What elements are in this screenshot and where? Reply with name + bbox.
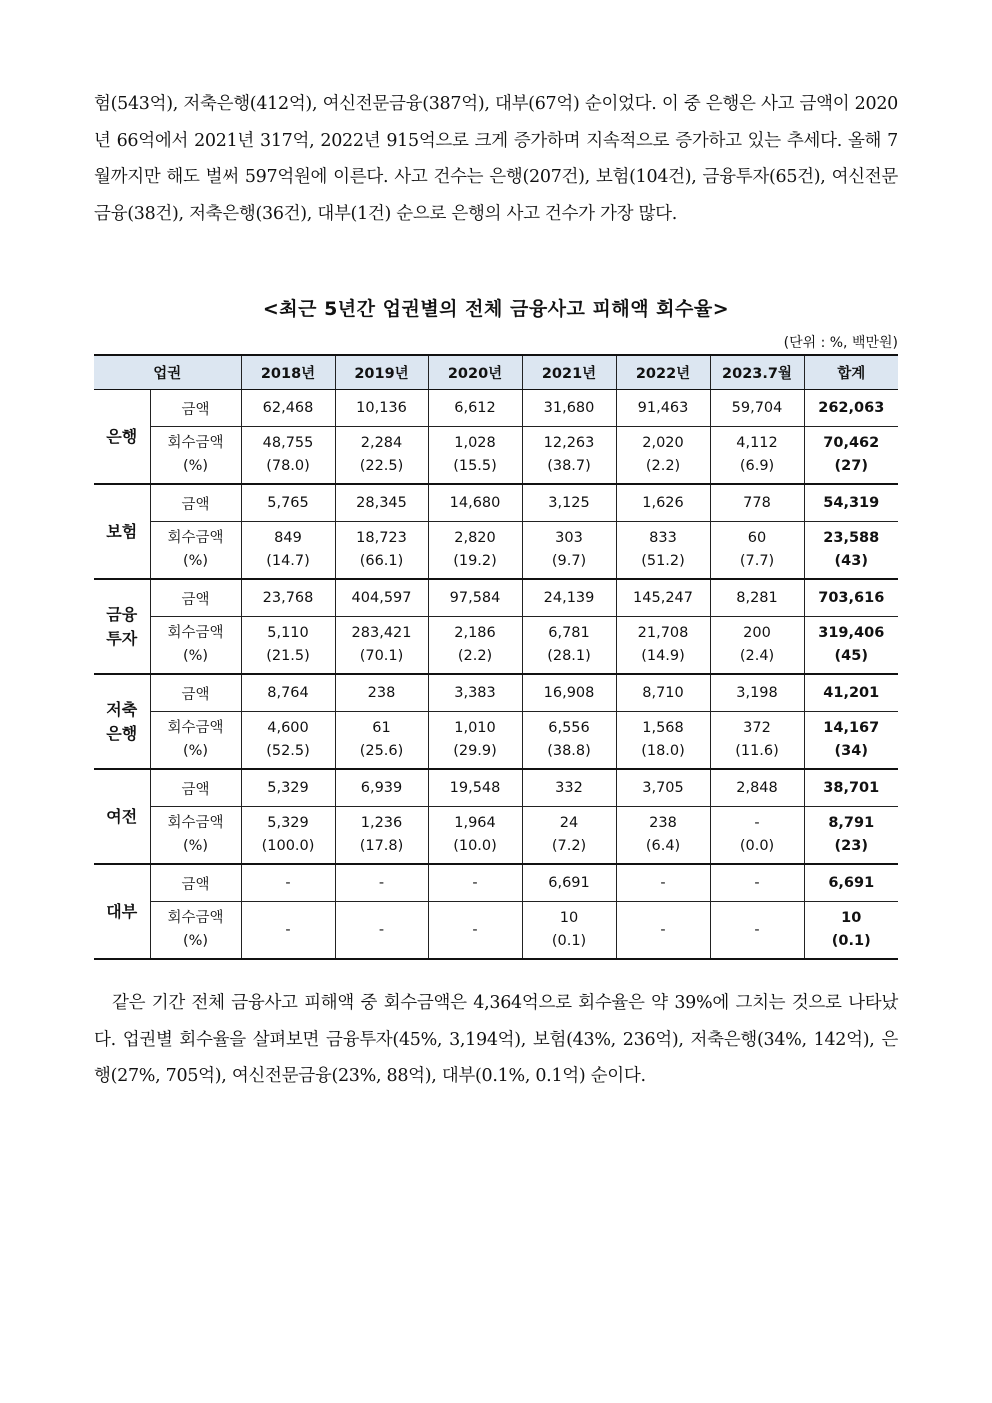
recovery-value: 12,263	[543, 435, 595, 451]
total-recovery-cell	[804, 427, 898, 485]
recovery-cell	[428, 807, 522, 865]
row-label	[150, 712, 241, 770]
recovery-cell	[428, 712, 522, 770]
recovery-value: 4,600	[267, 720, 309, 736]
recovery-label: 회수금액	[167, 720, 224, 736]
rate-value: (2.2)	[457, 648, 493, 664]
recovery-cell: -	[335, 902, 428, 960]
amount-cell: 5,329	[241, 769, 335, 807]
recovery-cell	[616, 617, 710, 675]
amount-cell: 59,704	[710, 390, 804, 427]
rate-value: (51.2)	[641, 553, 685, 569]
table-row	[94, 579, 898, 617]
table-title: <최근 5년간 업권별의 전체 금융사고 피해액 회수율>	[262, 298, 730, 320]
industry-cell: 여전	[94, 769, 150, 864]
recovery-value: 283,421	[351, 625, 412, 641]
header-cell: 업권	[94, 355, 241, 390]
table-row	[94, 674, 898, 712]
rate-value: (7.2)	[551, 838, 587, 854]
rate-value: (2.4)	[739, 648, 775, 664]
amount-cell: 28,345	[335, 484, 428, 522]
rate-value: (17.8)	[359, 838, 404, 854]
amount-cell: 6,612	[428, 390, 522, 427]
recovery-value: 849	[274, 530, 302, 546]
recovery-value: 238	[649, 815, 677, 831]
recovery-cell	[522, 427, 616, 485]
rate-value: (70.1)	[359, 648, 404, 664]
rate-value: (6.4)	[645, 838, 681, 854]
header-cell: 2018년	[241, 355, 335, 390]
recovery-value: 200	[743, 625, 771, 641]
amount-cell: -	[335, 864, 428, 902]
industry-line: 금융	[106, 604, 138, 624]
recovery-cell: -	[241, 902, 335, 960]
total-recovery-cell	[804, 807, 898, 865]
recovery-cell	[241, 427, 335, 485]
recovery-value: 1,568	[642, 720, 684, 736]
amount-cell: 404,597	[335, 579, 428, 617]
table-row	[94, 484, 898, 522]
amount-cell: 8,764	[241, 674, 335, 712]
header-cell: 2021년	[522, 355, 616, 390]
header-cell: 2019년	[335, 355, 428, 390]
rate-value: (21.5)	[266, 648, 310, 664]
rate-value: (7.7)	[739, 553, 775, 569]
table-row	[94, 522, 898, 580]
amount-cell: 3,198	[710, 674, 804, 712]
percent-label: (%)	[182, 458, 209, 474]
amount-cell: 24,139	[522, 579, 616, 617]
header-cell: 2020년	[428, 355, 522, 390]
rate-value: (9.7)	[551, 553, 587, 569]
rate-value: (6.9)	[739, 458, 775, 474]
total-recovery-cell	[804, 712, 898, 770]
amount-cell: 238	[335, 674, 428, 712]
recovery-value: 2,020	[642, 435, 684, 451]
recovery-value: 5,110	[267, 625, 309, 641]
intro-paragraph: 험(543억), 저축은행(412억), 여신전문금융(387억), 대부(67억) 순이었다. 이 중 은행은 사고 금액이 2020년 66억에서 2021년 317억, 2022년 915억으로 크게 증가하며 지속적으로 증가하고 있는 추세다. 올해 7월까지만 해도 벌써 597억원에 이른다. 사고 건수는 은행(207건), 보험(104건), 금융투자(65건), 여신전문금융(38건), 저축은행(36건), 대부(1건) 순으로 은행의 사고 건수가 가장 많다.	[94, 94, 898, 224]
rate-value: (0.1)	[551, 933, 587, 949]
recovery-label: 회수금액	[167, 530, 224, 546]
rate-value: (25.6)	[359, 743, 404, 759]
recovery-label: 회수금액	[167, 815, 224, 831]
summary-paragraph: 같은 기간 전체 금융사고 피해액 중 회수금액은 4,364억으로 회수율은 약 39%에 그치는 것으로 나타났다. 업권별 회수율을 살펴보면 금융투자(45%, 3,194억), 보험(43%, 236억), 저축은행(34%, 142억), 은행(27%, 705억), 여신전문금융(23%, 88억), 대부(0.1%, 0.1억) 순이다.	[94, 993, 898, 1086]
recovery-cell	[241, 617, 335, 675]
recovery-cell	[335, 712, 428, 770]
unit-note: (단위 : %, 백만원)	[783, 335, 898, 351]
rate-value: (2.2)	[645, 458, 681, 474]
table-row	[94, 712, 898, 770]
recovery-cell	[335, 427, 428, 485]
row-label: 금액	[150, 769, 241, 807]
recovery-value: 70,462	[823, 435, 880, 451]
rate-value: (28.1)	[547, 648, 591, 664]
recovery-cell	[710, 427, 804, 485]
amount-cell: -	[428, 864, 522, 902]
rate-value: (66.1)	[359, 553, 404, 569]
table-row	[94, 427, 898, 485]
amount-cell: 19,548	[428, 769, 522, 807]
header-cell: 합계	[804, 355, 898, 390]
amount-cell: 10,136	[335, 390, 428, 427]
recovery-cell	[710, 712, 804, 770]
rate-value: (78.0)	[266, 458, 310, 474]
rate-value: (22.5)	[359, 458, 404, 474]
industry-cell	[94, 579, 150, 674]
amount-cell: 97,584	[428, 579, 522, 617]
amount-cell: 778	[710, 484, 804, 522]
percent-label: (%)	[182, 648, 209, 664]
recovery-value: 1,964	[454, 815, 496, 831]
recovery-value: 48,755	[262, 435, 314, 451]
rate-value: (38.7)	[547, 458, 591, 474]
row-label: 금액	[150, 864, 241, 902]
recovery-cell	[522, 902, 616, 960]
total-cell: 6,691	[804, 864, 898, 902]
recovery-label: 회수금액	[167, 910, 224, 926]
header-cell: 2023.7월	[710, 355, 804, 390]
amount-cell: 91,463	[616, 390, 710, 427]
amount-cell: 2,848	[710, 769, 804, 807]
recovery-cell	[522, 617, 616, 675]
recovery-value: 18,723	[356, 530, 407, 546]
total-cell: 38,701	[804, 769, 898, 807]
industry-cell	[94, 674, 150, 769]
recovery-cell	[428, 427, 522, 485]
recovery-cell	[522, 712, 616, 770]
amount-cell: 31,680	[522, 390, 616, 427]
recovery-value: 4,112	[736, 435, 778, 451]
recovery-cell	[616, 427, 710, 485]
recovery-cell	[710, 617, 804, 675]
recovery-value: 24	[559, 815, 579, 831]
table-row	[94, 617, 898, 675]
recovery-value: 833	[649, 530, 677, 546]
row-label	[150, 522, 241, 580]
recovery-cell	[616, 807, 710, 865]
recovery-value: 8,791	[828, 815, 875, 831]
recovery-cell	[241, 807, 335, 865]
row-label: 금액	[150, 674, 241, 712]
rate-value: (45)	[834, 648, 868, 664]
amount-cell: 6,691	[522, 864, 616, 902]
industry-line: 저축	[106, 699, 138, 719]
table-row	[94, 807, 898, 865]
recovery-value: 21,708	[637, 625, 689, 641]
amount-cell: 3,383	[428, 674, 522, 712]
industry-line: 은행	[106, 723, 138, 743]
total-cell: 703,616	[804, 579, 898, 617]
rate-value: (15.5)	[453, 458, 497, 474]
recovery-cell	[335, 617, 428, 675]
rate-value: (19.2)	[453, 553, 497, 569]
recovery-value: 60	[747, 530, 767, 546]
recovery-value: 6,781	[548, 625, 590, 641]
percent-label: (%)	[182, 933, 209, 949]
rate-value: (11.6)	[735, 743, 779, 759]
amount-cell: 3,705	[616, 769, 710, 807]
recovery-cell	[710, 522, 804, 580]
recovery-label: 회수금액	[167, 625, 224, 641]
recovery-cell: -	[428, 902, 522, 960]
rate-value: (43)	[834, 553, 868, 569]
rate-value: (0.0)	[739, 838, 775, 854]
recovery-cell	[241, 522, 335, 580]
recovery-cell	[616, 522, 710, 580]
total-cell: 262,063	[804, 390, 898, 427]
recovery-cell: -	[710, 902, 804, 960]
total-recovery-cell	[804, 617, 898, 675]
amount-cell: 8,281	[710, 579, 804, 617]
row-label: 금액	[150, 579, 241, 617]
amount-cell: 23,768	[241, 579, 335, 617]
amount-cell: 145,247	[616, 579, 710, 617]
industry-cell: 보험	[94, 484, 150, 579]
recovery-value: 1,236	[360, 815, 403, 831]
amount-cell: 8,710	[616, 674, 710, 712]
recovery-cell	[522, 807, 616, 865]
industry-cell: 대부	[94, 864, 150, 959]
recovery-value: 10	[559, 910, 579, 926]
recovery-cell	[428, 522, 522, 580]
rate-value: (14.9)	[641, 648, 685, 664]
table-row	[94, 390, 898, 427]
recovery-value: 2,186	[454, 625, 496, 641]
recovery-cell	[335, 807, 428, 865]
amount-cell: 1,626	[616, 484, 710, 522]
recovery-cell	[522, 522, 616, 580]
recovery-value: 61	[372, 720, 391, 736]
total-cell: 41,201	[804, 674, 898, 712]
recovery-cell: -	[616, 902, 710, 960]
recovery-cell	[335, 522, 428, 580]
total-recovery-cell	[804, 902, 898, 960]
rate-value: (27)	[834, 458, 868, 474]
rate-value: (18.0)	[641, 743, 685, 759]
recovery-table	[94, 354, 898, 960]
recovery-value: 1,028	[454, 435, 496, 451]
percent-label: (%)	[182, 743, 209, 759]
recovery-value: 5,329	[267, 815, 309, 831]
header-cell: 2022년	[616, 355, 710, 390]
amount-cell: 62,468	[241, 390, 335, 427]
industry-cell: 은행	[94, 390, 150, 485]
table-row	[94, 902, 898, 960]
amount-cell: 3,125	[522, 484, 616, 522]
total-cell: 54,319	[804, 484, 898, 522]
row-label	[150, 807, 241, 865]
recovery-value: 2,820	[454, 530, 496, 546]
recovery-value: 23,588	[823, 530, 880, 546]
rate-value: (23)	[834, 838, 868, 854]
recovery-value: 6,556	[548, 720, 590, 736]
recovery-value: 372	[743, 720, 771, 736]
recovery-value: 10	[841, 910, 862, 926]
row-label	[150, 902, 241, 960]
row-label	[150, 617, 241, 675]
amount-cell: 332	[522, 769, 616, 807]
recovery-cell	[616, 712, 710, 770]
amount-cell: 14,680	[428, 484, 522, 522]
recovery-value: -	[754, 815, 760, 831]
percent-label: (%)	[182, 553, 209, 569]
recovery-cell	[710, 807, 804, 865]
rate-value: (52.5)	[266, 743, 310, 759]
table-row	[94, 769, 898, 807]
row-label: 금액	[150, 484, 241, 522]
rate-value: (29.9)	[453, 743, 497, 759]
recovery-cell	[428, 617, 522, 675]
amount-cell: -	[241, 864, 335, 902]
recovery-value: 319,406	[818, 625, 885, 641]
total-recovery-cell	[804, 522, 898, 580]
row-label: 금액	[150, 390, 241, 427]
recovery-value: 303	[555, 530, 583, 546]
recovery-value: 2,284	[360, 435, 403, 451]
header-row	[94, 355, 898, 390]
industry-line: 투자	[106, 628, 138, 648]
rate-value: (38.8)	[547, 743, 591, 759]
row-label	[150, 427, 241, 485]
table-row	[94, 864, 898, 902]
recovery-label: 회수금액	[167, 435, 224, 451]
rate-value: (10.0)	[453, 838, 497, 854]
amount-cell: 6,939	[335, 769, 428, 807]
percent-label: (%)	[182, 838, 209, 854]
recovery-value: 1,010	[454, 720, 496, 736]
rate-value: (34)	[834, 743, 868, 759]
recovery-cell	[241, 712, 335, 770]
amount-cell: -	[616, 864, 710, 902]
rate-value: (14.7)	[266, 553, 310, 569]
rate-value: (0.1)	[831, 933, 871, 949]
amount-cell: 5,765	[241, 484, 335, 522]
amount-cell: -	[710, 864, 804, 902]
recovery-value: 14,167	[823, 720, 880, 736]
rate-value: (100.0)	[261, 838, 315, 854]
amount-cell: 16,908	[522, 674, 616, 712]
